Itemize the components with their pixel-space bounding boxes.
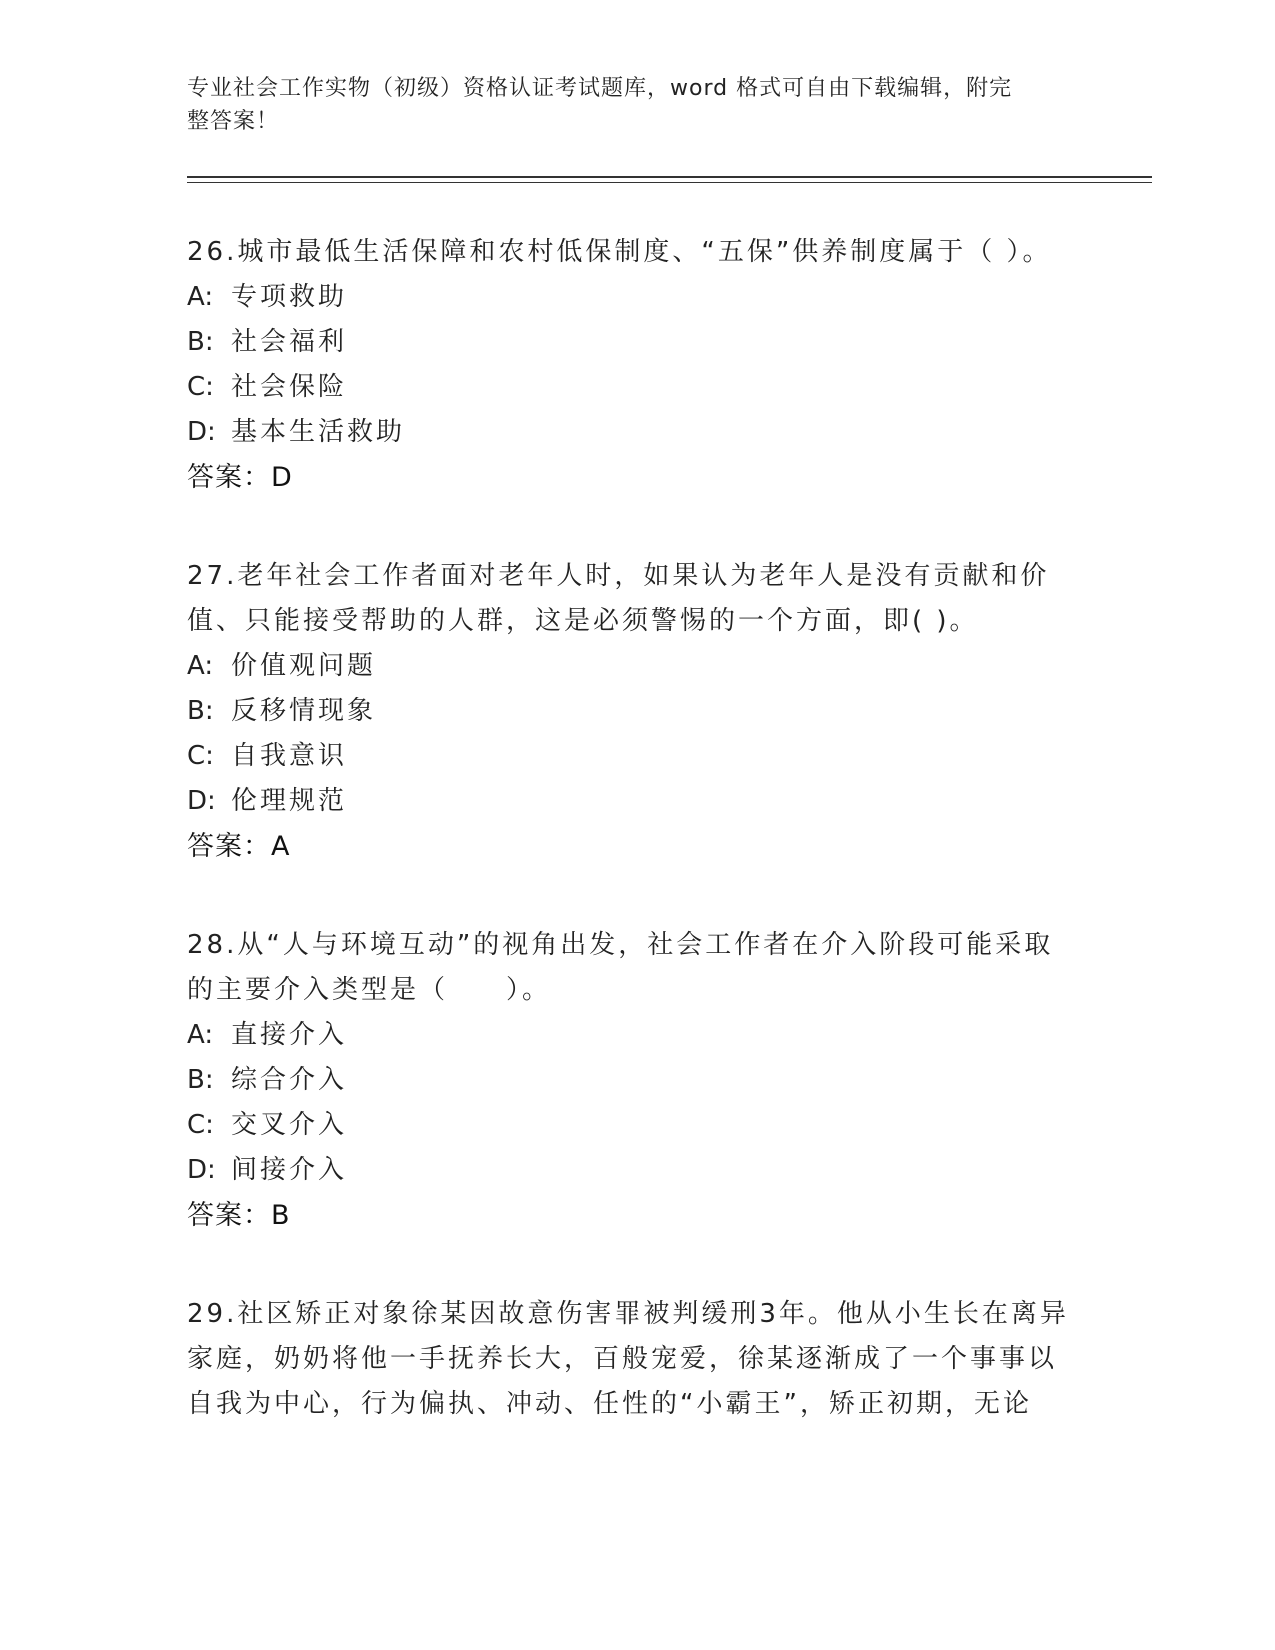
- option-text: 社会保险: [231, 372, 348, 402]
- option-text: 伦理规范: [231, 786, 348, 816]
- question-27: [187, 554, 1077, 869]
- option-a: [187, 275, 1077, 320]
- header-rule-thick: [187, 176, 1152, 178]
- option-d: [187, 779, 1077, 824]
- option-c: [187, 734, 1077, 779]
- header-line-2: 整答案！: [187, 109, 280, 134]
- option-text: 基本生活救助: [231, 417, 406, 447]
- question-26: [187, 230, 1077, 500]
- answer-line: 答案：A: [187, 831, 291, 862]
- option-text: 反移情现象: [231, 696, 377, 726]
- question-text: 29.社区矫正对象徐某因故意伤害罪被判缓刑3年。他从小生长在离异家庭，奶奶将他一手抚养长大，百般宠爱，徐某逐渐成了一个事事以自我为中心，行为偏执、冲动、任性的“小霸王”，矫正初期，无论: [187, 1299, 1069, 1419]
- option-text: 专项救助: [231, 282, 348, 312]
- option-letter: C:: [187, 372, 214, 402]
- option-letter: B:: [187, 327, 214, 357]
- option-b: [187, 689, 1077, 734]
- option-letter: A:: [187, 282, 214, 312]
- question-28: [187, 923, 1077, 1238]
- option-letter: D:: [187, 417, 216, 447]
- option-text: 综合介入: [231, 1065, 348, 1095]
- answer-line: 答案：B: [187, 1200, 291, 1231]
- option-b: [187, 320, 1077, 365]
- option-a: [187, 1013, 1077, 1058]
- page-header: [187, 72, 1067, 138]
- option-letter: C:: [187, 1110, 214, 1140]
- option-text: 社会福利: [231, 327, 348, 357]
- option-text: 直接介入: [231, 1020, 348, 1050]
- option-b: [187, 1058, 1077, 1103]
- answer-line: 答案：D: [187, 462, 293, 493]
- option-d: [187, 410, 1077, 455]
- option-letter: D:: [187, 786, 216, 816]
- option-text: 自我意识: [231, 741, 348, 771]
- option-letter: A:: [187, 651, 214, 681]
- option-letter: A:: [187, 1020, 214, 1050]
- option-text: 价值观问题: [231, 651, 377, 681]
- question-29: [187, 1292, 1077, 1427]
- option-text: 间接介入: [231, 1155, 348, 1185]
- question-text: 26.城市最低生活保障和农村低保制度、“五保”供养制度属于（ ）。: [187, 237, 1052, 267]
- header-rule-thin: [187, 182, 1152, 183]
- question-list: [187, 230, 1077, 1481]
- question-text: 27.老年社会工作者面对老年人时，如果认为老年人是没有贡献和价值、只能接受帮助的人群，这是必须警惕的一个方面，即( )。: [187, 561, 1050, 636]
- option-letter: B:: [187, 696, 214, 726]
- option-c: [187, 1103, 1077, 1148]
- option-text: 交叉介入: [231, 1110, 348, 1140]
- option-letter: C:: [187, 741, 214, 771]
- question-text: 28.从“人与环境互动”的视角出发，社会工作者在介入阶段可能采取的主要介入类型是（ ）。: [187, 930, 1054, 1005]
- option-a: [187, 644, 1077, 689]
- option-c: [187, 365, 1077, 410]
- option-d: [187, 1148, 1077, 1193]
- option-letter: B:: [187, 1065, 214, 1095]
- option-letter: D:: [187, 1155, 216, 1185]
- header-line-1: 专业社会工作实物（初级）资格认证考试题库，word 格式可自由下载编辑，附完: [187, 76, 1013, 101]
